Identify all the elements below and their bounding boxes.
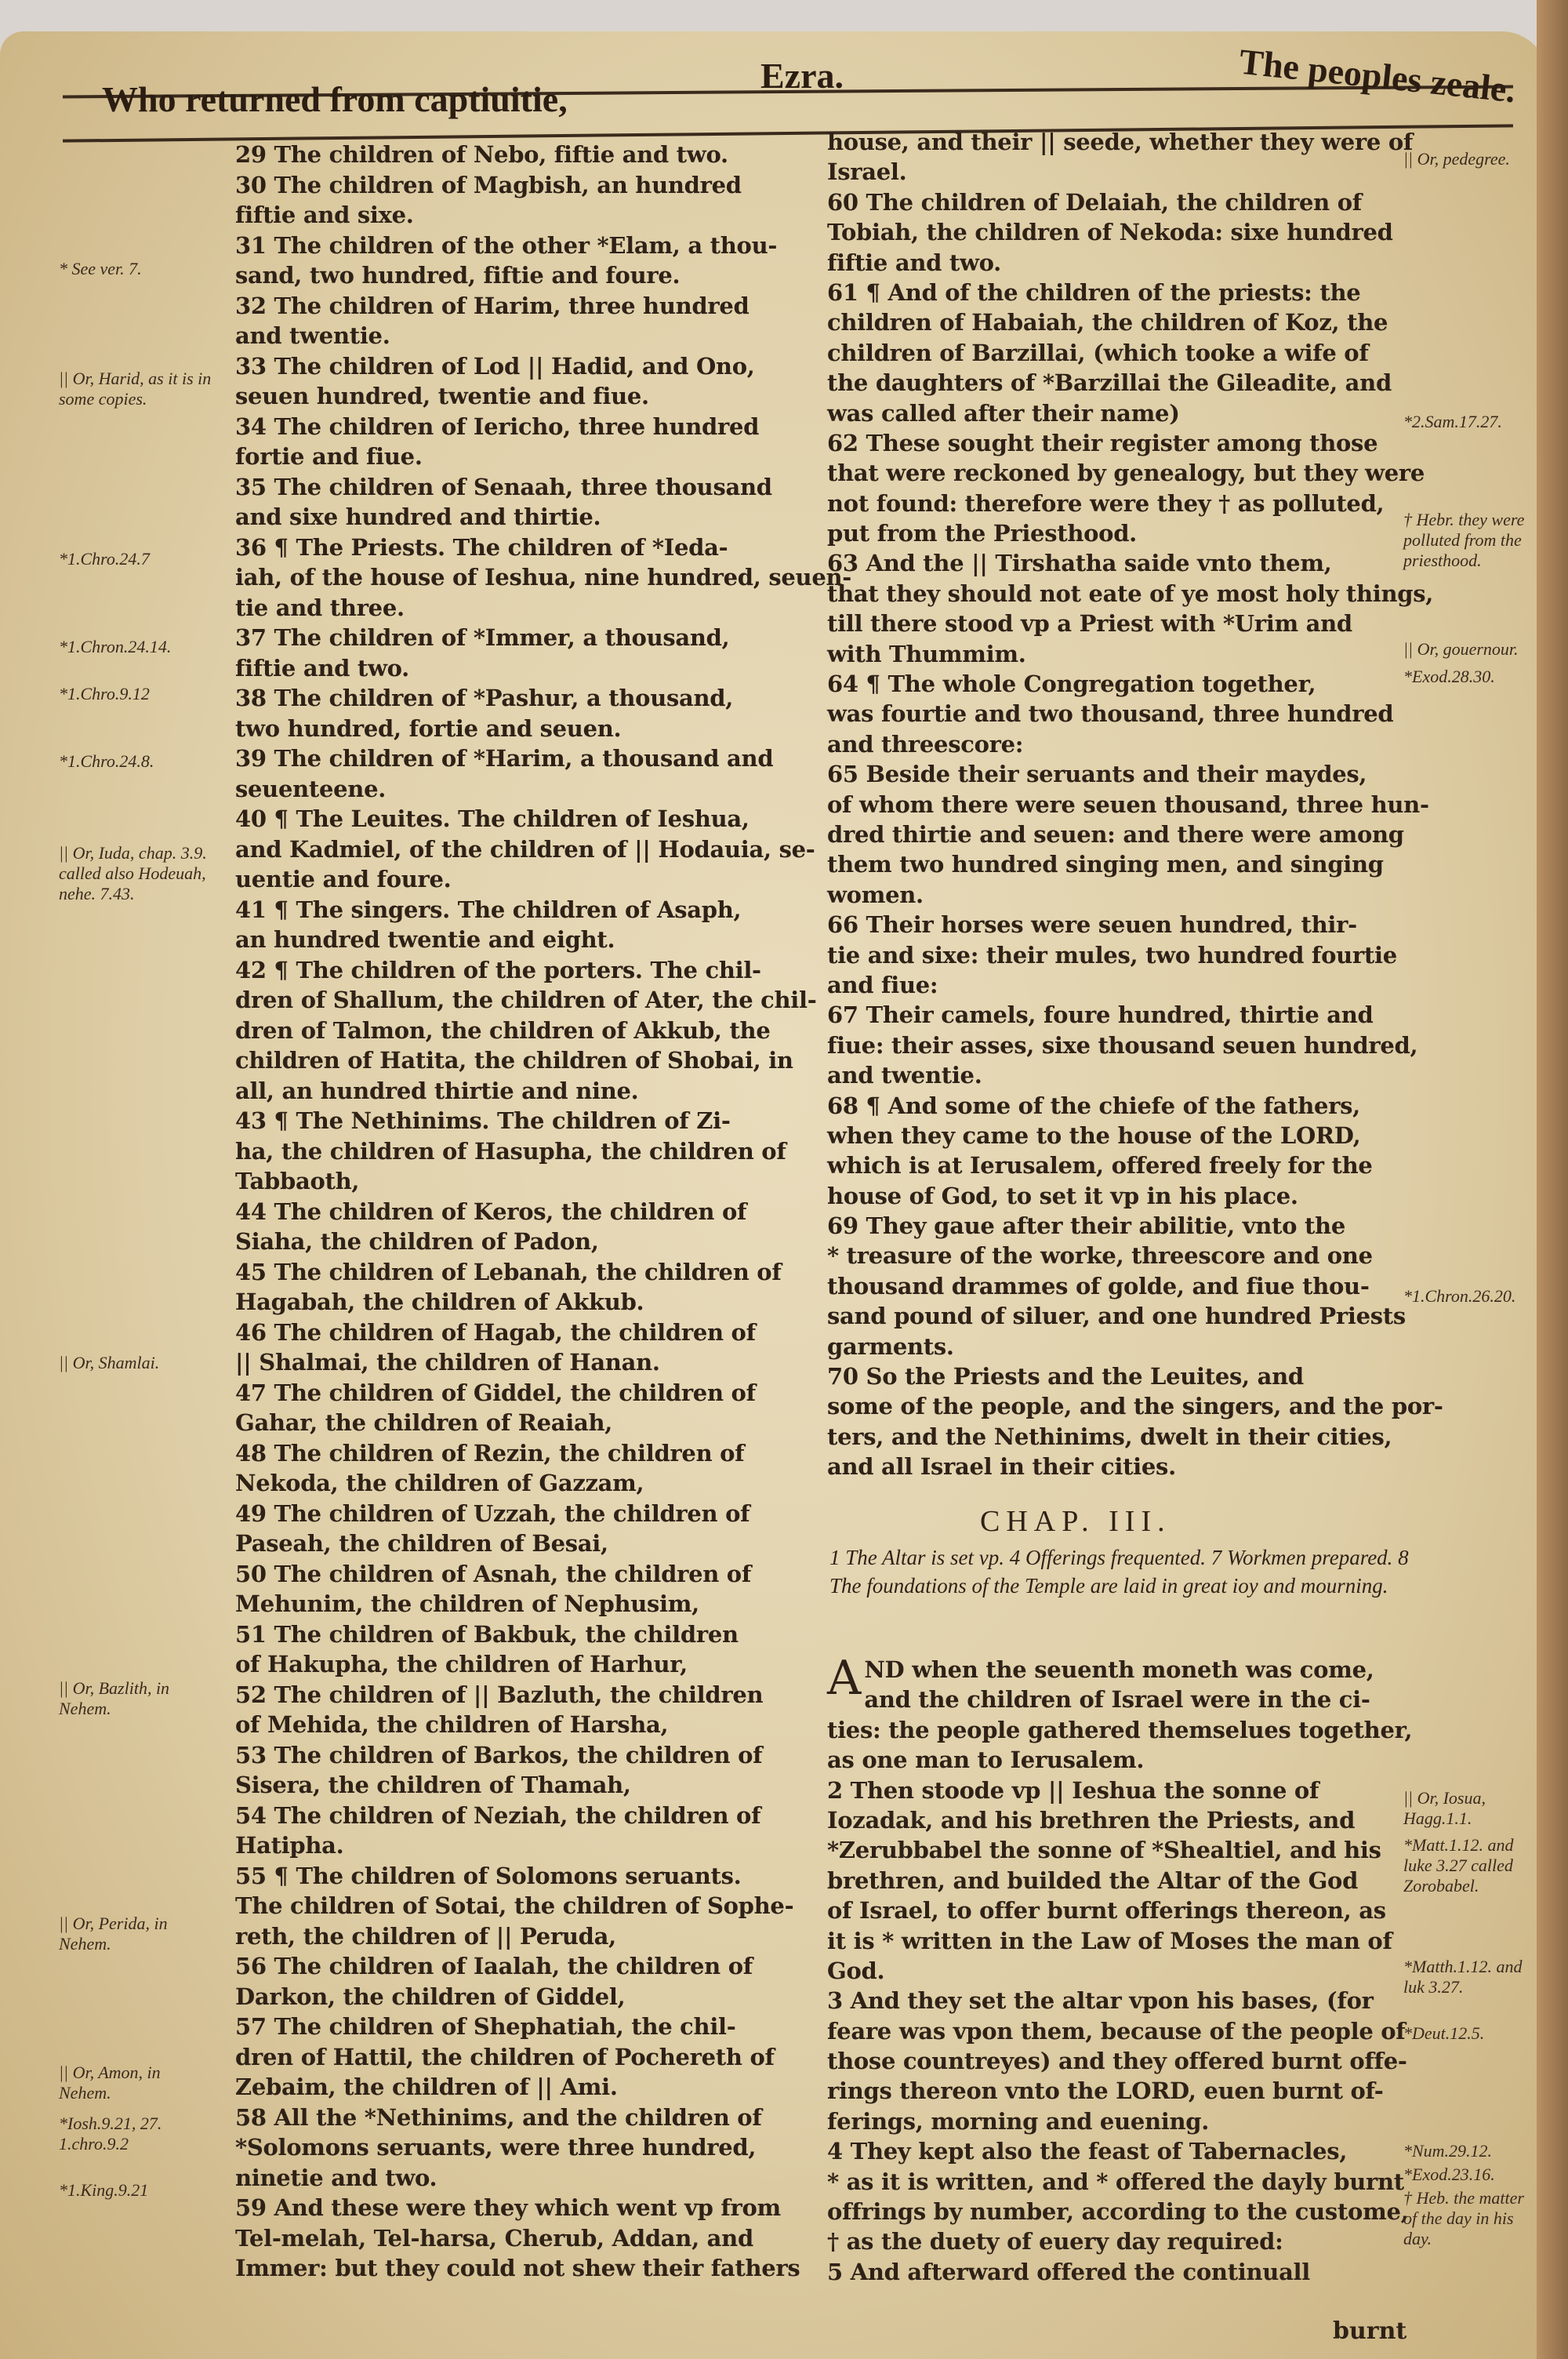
text-line: 36 ¶ The Priests. The children of *Ieda- — [235, 533, 728, 561]
text-line: 47 The children of Giddel, the children of — [235, 1379, 756, 1406]
text-line: 44 The children of Keros, the children of — [235, 1198, 747, 1225]
text-line: Tel-melah, Tel-harsa, Cherub, Addan, and — [235, 2224, 753, 2252]
text-line: * as it is written, and * offered the dayly burnt — [827, 2168, 1404, 2195]
text-line: some of the people, and the singers, and the por- — [827, 1393, 1443, 1420]
running-head-book: Ezra. — [760, 56, 844, 96]
text-line: 68 ¶ And some of the chiefe of the fathers, — [827, 1092, 1360, 1119]
margin-note: || Or, Harid, as it is in some copies. — [59, 369, 212, 409]
text-line: was fourtie and two thousand, three hundred — [827, 700, 1394, 728]
text-line: Israel. — [827, 158, 907, 186]
chapter-heading: CHAP. III. — [980, 1505, 1171, 1538]
text-line: house of God, to set it vp in his place. — [827, 1182, 1298, 1209]
text-line: all, an hundred thirtie and nine. — [235, 1077, 639, 1104]
text-line: God. — [827, 1957, 885, 1984]
text-line: of whom there were seuen thousand, three hun- — [827, 791, 1429, 818]
book-spine — [1537, 0, 1568, 2359]
text-line: an hundred twentie and eight. — [235, 926, 615, 953]
text-line: *Solomons seruants, were three hundred, — [235, 2134, 757, 2161]
text-line: feare was vpon them, because of the people of — [827, 2017, 1406, 2045]
text-line: 54 The children of Neziah, the children of — [235, 1801, 761, 1829]
text-line: The children of Sotai, the children of Sophe- — [235, 1892, 794, 1919]
text-line: Iozadak, and his brethren the Priests, and — [827, 1806, 1356, 1834]
text-line: children of Habaiah, the children of Koz, the — [827, 309, 1388, 336]
margin-note: *Deut.12.5. — [1403, 2023, 1485, 2043]
margin-note: || Or, Iosua, Hagg.1.1. — [1403, 1788, 1486, 1828]
text-line: of Israel, to offer burnt offerings thereon, as — [827, 1897, 1386, 1925]
text-line: 3 And they set the altar vpon his bases, (for — [827, 1987, 1374, 2015]
margin-note: *Matt.1.12. and luke 3.27 called Zorobabel. — [1403, 1835, 1514, 1896]
text-line: and twentie. — [827, 1062, 982, 1089]
margin-note: || Or, Perida, in Nehem. — [59, 1914, 168, 1954]
margin-note: || Or, pedegree. — [1403, 149, 1510, 169]
text-line: Hatipha. — [235, 1832, 344, 1859]
text-line: 30 The children of Magbish, an hundred — [235, 171, 742, 198]
text-line: 2 Then stoode vp || Ieshua the sonne of — [827, 1776, 1319, 1804]
margin-note: † Hebr. they were polluted from the priesthood. — [1403, 510, 1525, 570]
text-line: of Hakupha, the children of Harhur, — [235, 1651, 688, 1677]
text-line: 46 The children of Hagab, the children of — [235, 1318, 756, 1346]
margin-note: *1.Chro.24.7 — [59, 549, 150, 569]
text-line: 65 Beside their seruants and their maydes, — [827, 761, 1367, 788]
text-line: || Shalmai, the children of Hanan. — [235, 1349, 660, 1376]
text-line: two hundred, fortie and seuen. — [235, 714, 622, 742]
margin-note: || Or, Amon, in Nehem. — [59, 2063, 161, 2103]
text-line: was called after their name) — [827, 399, 1180, 427]
text-line: 53 The children of Barkos, the children of — [235, 1741, 763, 1768]
text-line: of Mehida, the children of Harsha, — [235, 1711, 669, 1738]
text-line: which is at Ierusalem, offered freely for the — [827, 1152, 1373, 1180]
text-line: ferings, morning and euening. — [827, 2107, 1210, 2135]
drop-cap: A — [827, 1651, 862, 1706]
text-line: that were reckoned by genealogy, but they were — [827, 460, 1425, 487]
text-line: 33 The children of Lod || Hadid, and Ono, — [235, 352, 755, 380]
text-line: 59 And these were they which went vp from — [235, 2194, 781, 2221]
text-line: seuenteene. — [235, 775, 387, 802]
margin-note: || Or, Iuda, chap. 3.9. called also Hodeuah, nehe. 7.43. — [59, 843, 207, 903]
text-line: fiftie and two. — [827, 249, 1001, 276]
text-line: Paseah, the children of Besai, — [235, 1530, 608, 1557]
text-line: garments. — [827, 1332, 954, 1360]
text-line: 42 ¶ The children of the porters. The chil- — [235, 956, 761, 983]
text-line: as one man to Ierusalem. — [827, 1747, 1145, 1774]
text-line: * treasure of the worke, threescore and one — [827, 1242, 1373, 1270]
right-text-column — [827, 127, 1443, 1482]
text-line: tie and three. — [235, 594, 405, 621]
text-line: brethren, and builded the Altar of the God — [827, 1866, 1359, 1894]
text-line: Zebaim, the children of || Ami. — [235, 2074, 618, 2100]
text-line: 51 The children of Bakbuk, the children — [235, 1620, 739, 1648]
text-line: 58 All the *Nethinims, and the children of — [235, 2103, 762, 2131]
text-line: dred thirtie and seuen: and there were among — [827, 820, 1404, 848]
text-line: dren of Shallum, the children of Ater, the chil- — [235, 987, 817, 1013]
text-line: fortie and fiue. — [235, 443, 423, 470]
text-line: rings thereon vnto the LORD, euen burnt of- — [827, 2077, 1384, 2105]
text-line: when they came to the house of the LORD, — [827, 1121, 1361, 1149]
margin-note: *1.Chro.24.8. — [59, 751, 154, 771]
text-line: † as the duety of euery day required: — [827, 2228, 1283, 2255]
text-line: ters, and the Nethinims, dwelt in their cities, — [827, 1423, 1392, 1450]
text-line: 4 They kept also the feast of Tabernacles, — [827, 2138, 1348, 2165]
text-line: 50 The children of Asnah, the children of — [235, 1560, 752, 1587]
text-line: ND when the seuenth moneth was come, — [864, 1656, 1374, 1683]
text-line: offrings by number, according to the custome, — [827, 2198, 1409, 2226]
text-line: 29 The children of Nebo, fiftie and two. — [235, 141, 728, 168]
margin-note: *1.Chron.26.20. — [1403, 1286, 1516, 1306]
margin-note: || Or, Bazlith, in Nehem. — [59, 1678, 170, 1718]
text-line: children of Barzillai, (which tooke a wife of — [827, 339, 1369, 366]
text-line: 56 The children of Iaalah, the children of — [235, 1953, 753, 1979]
text-line: reth, the children of || Peruda, — [235, 1922, 616, 1950]
text-line: 31 The children of the other *Elam, a thou- — [235, 231, 778, 259]
text-line: Sisera, the children of Thamah, — [235, 1772, 631, 1798]
margin-note: *Iosh.9.21, 27. 1.chro.9.2 — [59, 2114, 162, 2154]
margin-note: *1.Chro.9.12 — [59, 684, 150, 703]
running-head-right: The peoples zeale. — [1237, 41, 1518, 111]
text-line: 66 Their horses were seuen hundred, thir- — [827, 911, 1357, 939]
text-line: 35 The children of Senaah, three thousand — [235, 473, 772, 500]
text-line: and sixe hundred and thirtie. — [235, 503, 601, 530]
text-line: it is * written in the Law of Moses the man of — [827, 1927, 1392, 1954]
text-line: children of Hatita, the children of Shobai, in — [235, 1047, 793, 1074]
text-line: 67 Their camels, foure hundred, thirtie and — [827, 1001, 1374, 1029]
margin-note: * See ver. 7. — [59, 259, 142, 278]
text-line: Mehunim, the children of Nephusim, — [235, 1590, 699, 1617]
text-line: tie and sixe: their mules, two hundred fourtie — [827, 941, 1397, 969]
text-line: Immer: but they could not shew their fathers — [235, 2255, 800, 2281]
text-line: fiue: their asses, sixe thousand seuen hundred, — [827, 1031, 1418, 1059]
text-line: 52 The children of || Bazluth, the children — [235, 1681, 764, 1708]
margin-note: || Or, Shamlai. — [59, 1353, 160, 1372]
catchword: burnt — [1333, 2317, 1407, 2345]
text-line: till there stood vp a Priest with *Urim and — [827, 610, 1352, 638]
margin-note: † Heb. the matter of the day in his day. — [1403, 2188, 1524, 2248]
text-line: ninetie and two. — [235, 2164, 437, 2191]
margin-note: *1.Chron.24.14. — [59, 637, 172, 656]
text-line: 69 They gaue after their abilitie, vnto the — [827, 1212, 1345, 1240]
margin-note: *Num.29.12. — [1403, 2141, 1493, 2161]
text-line: 70 So the Priests and the Leuites, and — [827, 1363, 1304, 1390]
text-line: and the children of Israel were in the ci- — [864, 1686, 1370, 1714]
margin-note: *Matth.1.12. and luk 3.27. — [1403, 1957, 1523, 1997]
text-line: fiftie and two. — [235, 654, 409, 682]
text-line: sand, two hundred, fiftie and foure. — [235, 262, 681, 289]
text-line: Gahar, the children of Reaiah, — [235, 1409, 613, 1436]
left-text-column — [235, 140, 852, 2284]
text-line: 39 The children of *Harim, a thousand and — [235, 745, 774, 772]
text-line: Hagabah, the children of Akkub. — [235, 1289, 644, 1315]
text-line: ties: the people gathered themselues together, — [827, 1716, 1413, 1743]
text-line: 5 And afterward offered the continuall — [827, 2258, 1310, 2285]
text-line: those countreyes) and they offered burnt offe- — [827, 2048, 1407, 2075]
text-line: the daughters of *Barzillai the Gileadite, and — [827, 369, 1392, 397]
text-line: and twentie. — [235, 322, 390, 349]
margin-note: *Exod.28.30. — [1403, 667, 1495, 686]
text-line: ha, the children of Hasupha, the children of — [235, 1137, 786, 1165]
text-line: women. — [827, 881, 924, 908]
margin-note: *Exod.23.16. — [1403, 2165, 1495, 2184]
margin-note: *2.Sam.17.27. — [1403, 412, 1502, 431]
text-line: 61 ¶ And of the children of the priests: the — [827, 278, 1361, 306]
text-line: and threescore: — [827, 730, 1024, 758]
text-line: 37 The children of *Immer, a thousand, — [235, 624, 730, 651]
text-line: 48 The children of Rezin, the children of — [235, 1439, 745, 1467]
text-line: 34 The children of Iericho, three hundred — [235, 413, 760, 440]
text-line: 62 These sought their register among those — [827, 429, 1378, 456]
text-line: iah, of the house of Ieshua, nine hundred, seuen- — [235, 564, 852, 591]
text-line: seuen hundred, twentie and fiue. — [235, 383, 649, 409]
running-head-left: Who returned from captiuitie, — [102, 79, 568, 119]
text-line: Nekoda, the children of Gazzam, — [235, 1470, 644, 1496]
text-line: uentie and foure. — [235, 866, 452, 892]
text-line: put from the Priesthood. — [827, 520, 1137, 547]
text-line: *Zerubbabel the sonne of *Shealtiel, and his — [827, 1837, 1381, 1864]
text-line: Siaha, the children of Padon, — [235, 1228, 599, 1255]
text-line: not found: therefore were they † as polluted, — [827, 489, 1385, 517]
chapter-summary: 1 The Altar is set vp. 4 Offerings frequented. 7 Workmen prepared. 8 The foundations of the Temple are laid in great ioy and mourning. — [829, 1546, 1409, 1598]
chapter-three-text — [827, 1651, 1415, 2287]
text-line: Tabbaoth, — [235, 1168, 360, 1194]
text-line: and all Israel in their cities. — [827, 1453, 1176, 1481]
text-line: dren of Hattil, the children of Pochereth of — [235, 2043, 775, 2070]
text-line: 57 The children of Shephatiah, the chil- — [235, 2013, 736, 2040]
text-line: and Kadmiel, of the children of || Hodauia, se- — [235, 835, 815, 863]
text-line: house, and their || seede, whether they were of — [827, 129, 1414, 155]
text-line: 49 The children of Uzzah, the children of — [235, 1499, 750, 1527]
text-line: with Thummim. — [827, 640, 1026, 667]
text-line: 55 ¶ The children of Solomons seruants. — [235, 1862, 742, 1889]
text-line: 41 ¶ The singers. The children of Asaph, — [235, 896, 742, 923]
text-line: Tobiah, the children of Nekoda: sixe hundred — [827, 219, 1393, 246]
text-line: 63 And the || Tirshatha saide vnto them, — [827, 550, 1332, 577]
text-line: thousand drammes of golde, and fiue thou- — [827, 1272, 1370, 1299]
text-line: 45 The children of Lebanah, the children of — [235, 1258, 782, 1285]
text-line: Darkon, the children of Giddel, — [235, 1983, 626, 2010]
text-line: fiftie and sixe. — [235, 202, 414, 228]
text-line: 60 The children of Delaiah, the children of — [827, 188, 1362, 216]
margin-note: *1.King.9.21 — [59, 2180, 149, 2200]
text-line: that they should not eate of ye most holy things, — [827, 580, 1434, 607]
margin-note: || Or, gouernour. — [1403, 639, 1519, 659]
text-line: them two hundred singing men, and singing — [827, 851, 1384, 878]
text-line: 40 ¶ The Leuites. The children of Ieshua, — [235, 805, 750, 832]
text-line: and fiue: — [827, 971, 938, 998]
text-line: sand pound of siluer, and one hundred Priests — [827, 1303, 1406, 1330]
text-line: 64 ¶ The whole Congregation together, — [827, 671, 1316, 698]
text-line: 43 ¶ The Nethinims. The children of Zi- — [235, 1107, 731, 1134]
text-line: 38 The children of *Pashur, a thousand, — [235, 685, 734, 711]
text-line: dren of Talmon, the children of Akkub, the — [235, 1016, 771, 1044]
text-line: 32 The children of Harim, three hundred — [235, 292, 750, 319]
